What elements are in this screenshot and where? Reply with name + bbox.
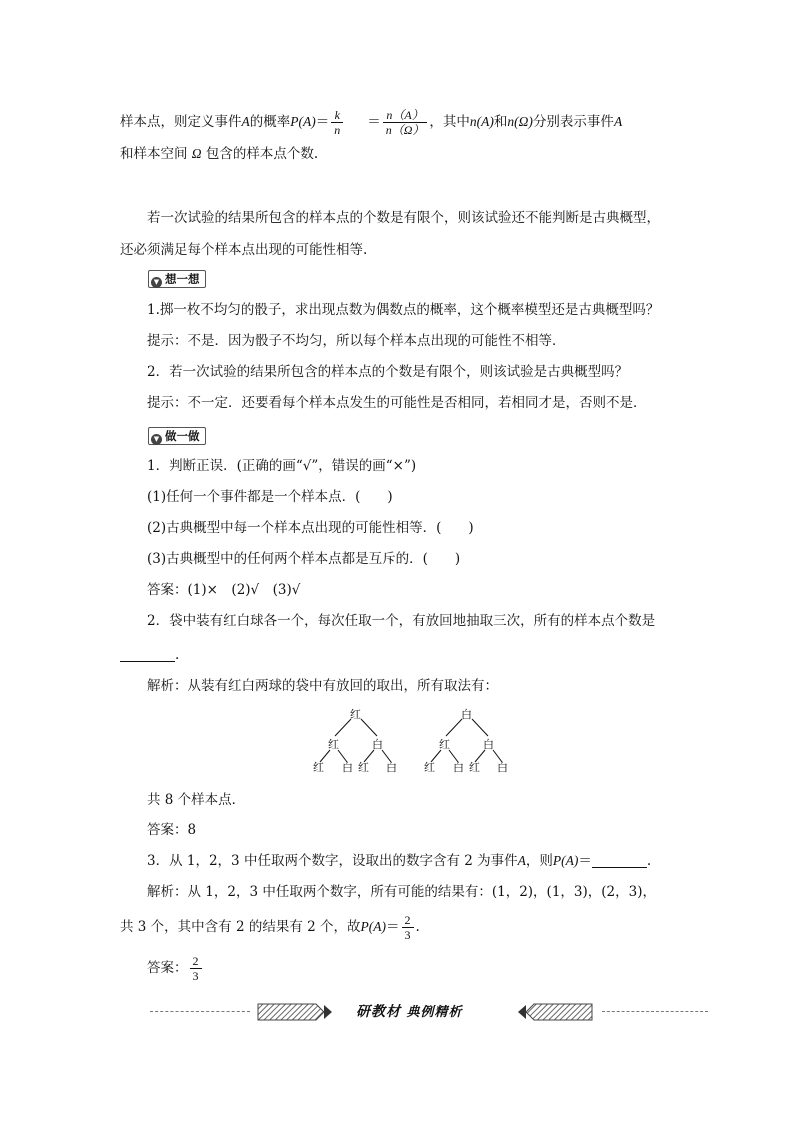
tree-leaf: 红 bbox=[424, 761, 435, 774]
note-line-1: 若一次试验的结果所包含的样本点的个数是有限个，则该试验还不能判断是古典概型， bbox=[147, 210, 660, 226]
tree-leaf: 白 bbox=[386, 761, 397, 774]
do-solution-2: 解析：从装有红白两球的袋中有放回的取出，所有取法有： bbox=[147, 678, 498, 694]
do-problem-1c: (3)古典概型中的任何两个样本点都是互斥的．( ) bbox=[147, 551, 461, 567]
think-tag: ▼ 想一想 bbox=[148, 270, 206, 288]
do-answer-3: 答案： $\frac{2}{3}$ bbox=[147, 954, 204, 983]
tree-leaf: 红 bbox=[469, 761, 480, 774]
divider-right bbox=[602, 1011, 708, 1012]
do-total-2: 共 8 个样本点． bbox=[147, 792, 246, 808]
banner-arrow-right bbox=[516, 1001, 596, 1023]
answer-blank bbox=[592, 853, 647, 868]
fraction-2-over-3: $\frac{2}{3}$ bbox=[402, 913, 414, 942]
do-solution-3: 解析：从 1，2，3 中任取两个数字，所有可能的结果有：(1，2)，(1，3)，(2，3)， bbox=[147, 884, 656, 900]
tree-node: 红 bbox=[328, 738, 339, 751]
banner-arrow-left bbox=[254, 1001, 334, 1023]
tree-leaf: 白 bbox=[342, 761, 353, 774]
do-answer-1: 答案：(1)× (2)√ (3)√ bbox=[147, 582, 301, 598]
do-tag: ▼ 做一做 bbox=[148, 427, 206, 445]
divider-left bbox=[150, 1011, 250, 1012]
do-problem-1a: (1)任何一个事件都是一个样本点．( ) bbox=[147, 489, 393, 505]
tree-node: 红 bbox=[350, 708, 361, 721]
definition-line-2: 和样本空间 Ω 包含的样本点个数. bbox=[120, 146, 319, 162]
fraction-nA-over-nOmega: $\frac{n(A)}{n(\Omega)}$ bbox=[383, 108, 428, 137]
tree-leaf: 白 bbox=[497, 761, 508, 774]
tree-diagrams bbox=[0, 705, 794, 775]
fraction-2-over-3: $\frac{2}{3}$ bbox=[190, 954, 202, 983]
tree-leaf: 白 bbox=[453, 761, 464, 774]
do-problem-1b: (2)古典概型中每一个样本点出现的可能性相等．( ) bbox=[147, 520, 474, 536]
tree-leaf: 红 bbox=[358, 761, 369, 774]
do-problem-3: 3．从 1，2，3 中任取两个数字，设取出的数字含有 2 为事件A，则P(A)＝ . bbox=[147, 853, 652, 869]
tree-node: 红 bbox=[439, 738, 450, 751]
note-line-2: 还必须满足每个样本点出现的可能性相等. bbox=[120, 242, 368, 258]
triangle-down-icon: ▼ bbox=[151, 277, 162, 288]
answer-blank bbox=[120, 647, 175, 662]
tree-node: 白 bbox=[372, 738, 383, 751]
do-answer-2: 答案：8 bbox=[147, 822, 197, 838]
think-question-1: 1.掷一枚不均匀的骰子，求出现点数为偶数点的概率，这个概率模型还是古典概型吗？ bbox=[147, 302, 660, 318]
definition-line-1: 样本点，则定义事件A的概率P(A)＝ $\frac{k}{n}$ ＝ $\frac{n(A)}{n(\Omega)}$ ，其中n(A)和n(Ω)分别表示事件A bbox=[120, 108, 623, 137]
banner-title: 研教材 典例精析 bbox=[356, 1004, 463, 1020]
think-answer-1: 提示：不是．因为骰子不均匀，所以每个样本点出现的可能性不相等． bbox=[147, 333, 566, 349]
tree-leaf: 红 bbox=[313, 761, 324, 774]
think-question-2: 2．若一次试验的结果所包含的样本点的个数是有限个，则该试验是古典概型吗？ bbox=[147, 364, 629, 380]
do-problem-2: 2．袋中装有红白球各一个，每次任取一个，有放回地抽取三次，所有的样本点个数是 bbox=[147, 613, 656, 629]
do-problem-2-blank: . bbox=[120, 645, 179, 665]
tree-node: 白 bbox=[483, 738, 494, 751]
do-solution-3b: 共 3 个，其中含有 2 的结果有 2 个，故P(A)＝ $\frac{2}{3}$ . bbox=[120, 913, 420, 942]
section-banner bbox=[150, 1001, 710, 1023]
triangle-down-icon: ▼ bbox=[151, 434, 162, 445]
do-problem-1: 1．判断正误．(正确的画“√”，错误的画“×”) bbox=[147, 458, 417, 474]
tree-node: 白 bbox=[461, 708, 472, 721]
think-answer-2: 提示：不一定．还要看每个样本点发生的可能性是否相同，若相同才是，否则不是． bbox=[147, 395, 647, 411]
fraction-k-over-n: $\frac{k}{n}$ bbox=[331, 108, 343, 137]
